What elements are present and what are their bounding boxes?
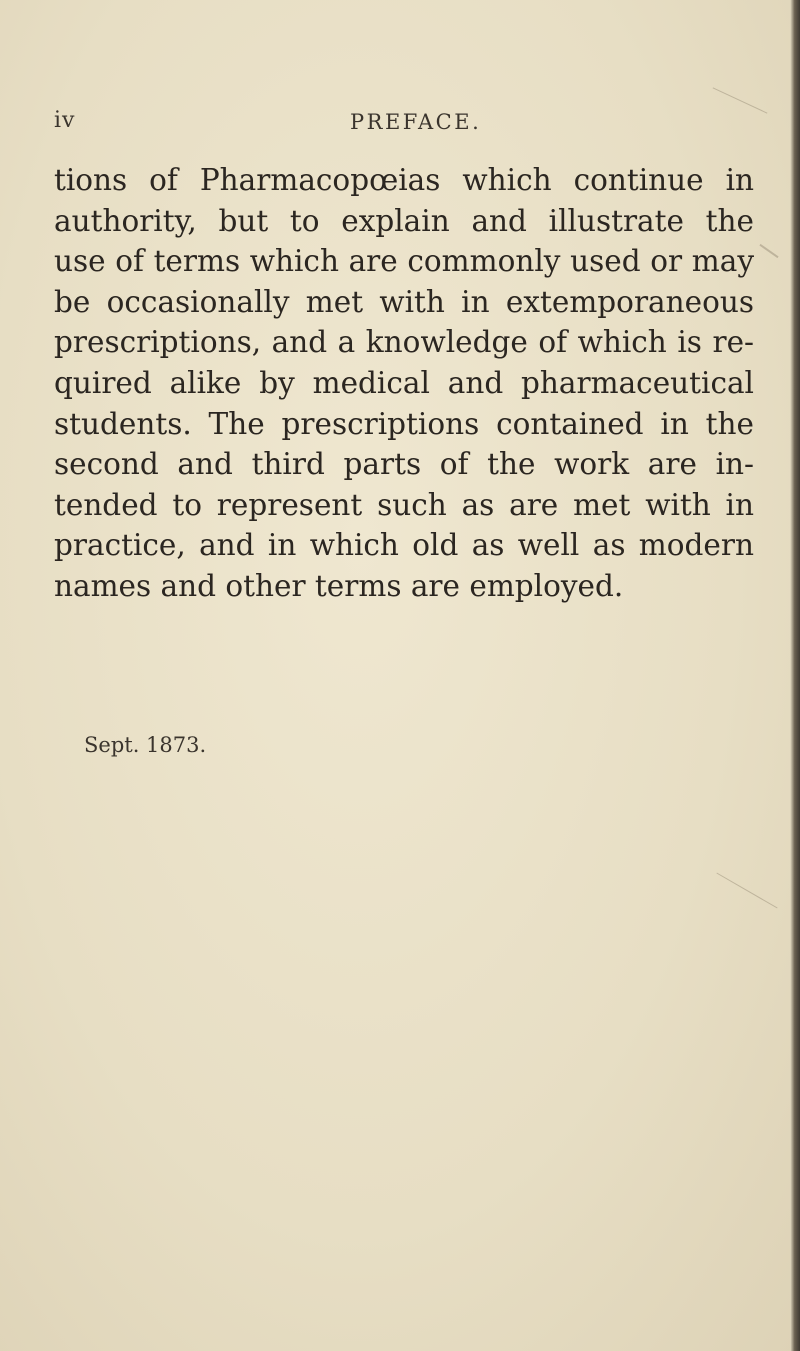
page-header [54,108,754,148]
preface-text [54,160,754,607]
text-line: practice, and in which old as well as modern [54,528,754,563]
paper-speck [759,244,778,258]
preface-date: Sept. 1873. [84,733,207,757]
text-line: use of terms which are commonly used or may [54,244,754,279]
text-line: authority, but to explain and illustrate the [54,203,754,238]
page-edge-shadow [790,0,800,1351]
page-number: iv [54,108,76,133]
text-line: tended to represent such as are met with in [54,487,754,522]
text-line: be occasionally met with in extemporaneous [54,284,754,319]
text-line: second and third parts of the work are in- [54,447,754,482]
text-line: tions of Pharmacopœias which continue in [54,163,754,197]
text-line: prescriptions, and a knowledge of which is re- [54,325,754,360]
text-line: names and other terms are employed. [54,568,624,603]
text-line: students. The prescriptions contained in the [54,406,754,441]
paper-speck [716,873,777,909]
text-line: quired alike by medical and pharmaceutical [54,365,754,400]
running-head: PREFACE. [350,110,482,134]
